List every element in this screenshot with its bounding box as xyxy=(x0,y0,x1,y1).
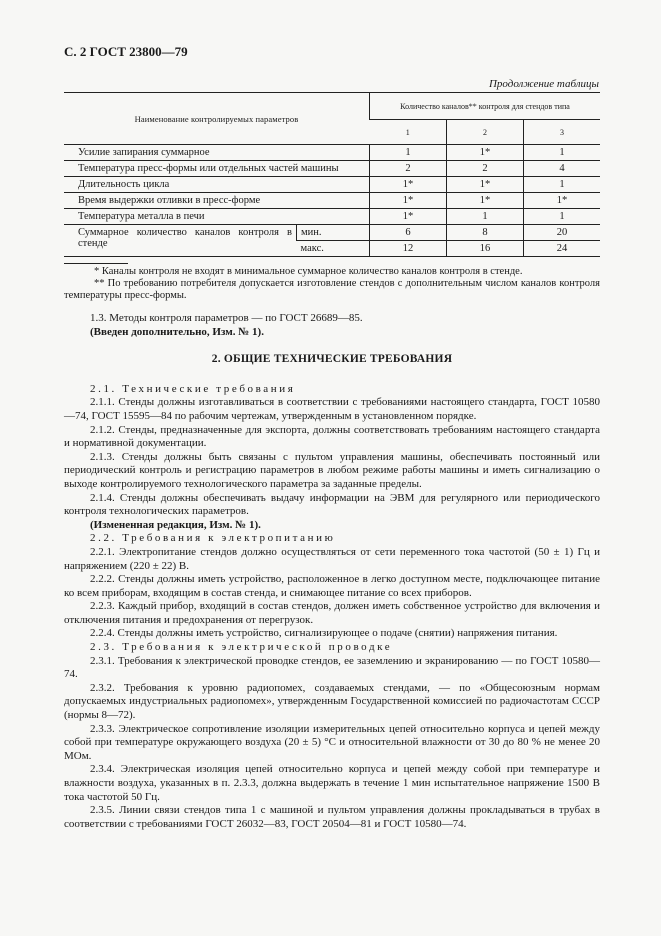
footnote: ** По требованию потребителя допускается изготовление стендов с дополнительным числом каналов контроля температуры пресс-формы. xyxy=(64,278,600,301)
subsection-heading-2-1: 2.1. Технические требования xyxy=(90,382,296,395)
table-cell: 4 xyxy=(524,161,601,177)
table-cell: 1 xyxy=(524,145,601,161)
type-3-header: 3 xyxy=(524,120,601,145)
table-cell: 1* xyxy=(447,177,524,193)
table-row xyxy=(64,161,600,177)
table-cell: 20 xyxy=(524,225,601,241)
amendment-note: (Измененная редакция, Изм. № 1). xyxy=(90,518,261,531)
paragraph-2-2-2: 2.2.2. Стенды должны иметь устройство, расположенное в легко доступном месте, подключающее питание ко всем приборам, входящим в состав стенда, и снимающее питание со всех приборов. xyxy=(64,573,600,599)
table-cell: 1 xyxy=(447,209,524,225)
paragraph-2-2-4: 2.2.4. Стенды должны иметь устройство, сигнализирующее о подаче (снятии) напряжения питания. xyxy=(90,627,558,640)
parameters-table xyxy=(64,92,600,257)
footnote: * Каналы контроля не входят в минимальное суммарное количество каналов контроля в стенде. xyxy=(94,266,523,277)
table-cell: 1* xyxy=(370,209,447,225)
paragraph-2-1-1: 2.1.1. Стенды должны изготавливаться в соответствии с требованиями настоящего стандарта, ГОСТ 10580—74, ГОСТ 15595—84 по рабочим чертежам, утвержденным в установленном порядке. xyxy=(64,396,600,422)
paragraph-2-3-1: 2.3.1. Требования к электрической проводке стендов, ее заземлению и экранированию — по ГОСТ 10580—74. xyxy=(64,654,600,681)
paragraph-2-3-4: 2.3.4. Электрическая изоляция цепей относительно корпуса и цепей между собой при температуре и влажности воздуха, указанных в п. 2.3.3, должна выдержать в течение 1 мин испытательное напряжение 1500 В тока частотой 50 Гц. xyxy=(64,763,600,803)
paragraph-2-1-4: 2.1.4. Стенды должны обеспечивать выдачу информации на ЭВМ для регулярного или периодического контроля технологических параметров. xyxy=(64,491,600,518)
table-cell: 1* xyxy=(447,145,524,161)
table-cell: 2 xyxy=(447,161,524,177)
table-row xyxy=(64,177,600,193)
footnote-divider xyxy=(64,263,128,264)
footnotes xyxy=(64,266,600,302)
paragraph-2-3-3: 2.3.3. Электрическое сопротивление изоляции измерительных цепей относительно корпуса и цепей между собой при температуре окружающего воздуха (20 ± 5) °С и относительной влажности от 30 до 80 % не менее 20 МОм. xyxy=(64,722,600,762)
paragraph-2-2-1: 2.2.1. Электропитание стендов должно осуществляться от сети переменного тока частотой (50 ± 1) Гц и напряжением (220 ± 22) В. xyxy=(64,545,600,572)
summary-name: Суммарное количество каналов контроля в стенде xyxy=(64,225,297,257)
paragraph-2-2-3: 2.2.3. Каждый прибор, входящий в состав стендов, должен иметь собственное устройство для включения и отключения питания и предохранения от перегрузок. xyxy=(64,600,600,626)
table-cell: 16 xyxy=(447,241,524,257)
paragraph-1-3: 1.3. Методы контроля параметров — по ГОСТ 26689—85. xyxy=(90,312,363,324)
page-header: С. 2 ГОСТ 23800—79 xyxy=(64,44,188,59)
type-2-header: 2 xyxy=(447,120,524,145)
parameter-name-header: Наименование контролируемых параметров xyxy=(64,93,370,145)
paragraph-2-1-2: 2.1.2. Стенды, предназначенные для экспорта, должны соответствовать требованиям настоящего стандарта и нормативной документации. xyxy=(64,423,600,450)
subsection-heading-2-2: 2.2. Требования к электропитанию xyxy=(90,532,336,545)
section-title: 2. ОБЩИЕ ТЕХНИЧЕСКИЕ ТРЕБОВАНИЯ xyxy=(211,353,453,366)
parameter-name: Длительность цикла xyxy=(64,177,370,193)
table-cell: 1 xyxy=(370,145,447,161)
table-cell: 1* xyxy=(370,193,447,209)
table-row xyxy=(64,193,600,209)
table-continuation-label: Продолжение таблицы xyxy=(488,78,599,90)
parameter-name: Температура пресс-формы или отдельных частей машины xyxy=(64,161,370,177)
summary-min-label: мин. xyxy=(297,225,370,241)
amendment-note: (Введен дополнительно, Изм. № 1). xyxy=(90,325,264,338)
summary-max-label: макс. xyxy=(297,241,370,257)
table-row-summary-min xyxy=(64,225,600,241)
table-cell: 1 xyxy=(524,209,601,225)
subsection-heading-2-3: 2.3. Требования к электрической проводке xyxy=(90,641,393,654)
table-cell: 12 xyxy=(370,241,447,257)
paragraph-2-3-5: 2.3.5. Линии связи стендов типа 1 с машиной и пультом управления должны прокладываться в трубах в соответствии с требованиями ГОСТ 26032—83, ГОСТ 20504—81 и ГОСТ 10580—74. xyxy=(64,804,600,830)
table-cell: 1* xyxy=(524,193,601,209)
table-cell: 8 xyxy=(447,225,524,241)
channel-count-header: Количество каналов** контроля для стендов типа xyxy=(370,93,601,120)
parameter-name: Температура металла в печи xyxy=(64,209,370,225)
paragraph-2-1-3: 2.1.3. Стенды должны быть связаны с пультом управления машины, обеспечивать постоянный или периодический контроль и регистрацию параметров в любом режиме работы машины и иметь сигнализацию о выходе контролируемого технологического параметра за заданные пределы. xyxy=(64,450,600,490)
table-cell: 1* xyxy=(370,177,447,193)
paragraph-2-3-2: 2.3.2. Требования к уровню радиопомех, создаваемых стендами, — по «Общесоюзным нормам допускаемых индустриальных радиопомех», утвержденным Государственной комиссией по радиочастотам СССР (нормы 8—72). xyxy=(64,681,600,722)
table-cell: 1 xyxy=(524,177,601,193)
table-cell: 6 xyxy=(370,225,447,241)
table-cell: 2 xyxy=(370,161,447,177)
document-body xyxy=(64,312,600,831)
parameter-name: Время выдержки отливки в пресс-форме xyxy=(64,193,370,209)
parameter-name: Усилие запирания суммарное xyxy=(64,145,370,161)
table-cell: 24 xyxy=(524,241,601,257)
table-row xyxy=(64,145,600,161)
table-row xyxy=(64,209,600,225)
type-1-header: 1 xyxy=(370,120,447,145)
table-cell: 1* xyxy=(447,193,524,209)
